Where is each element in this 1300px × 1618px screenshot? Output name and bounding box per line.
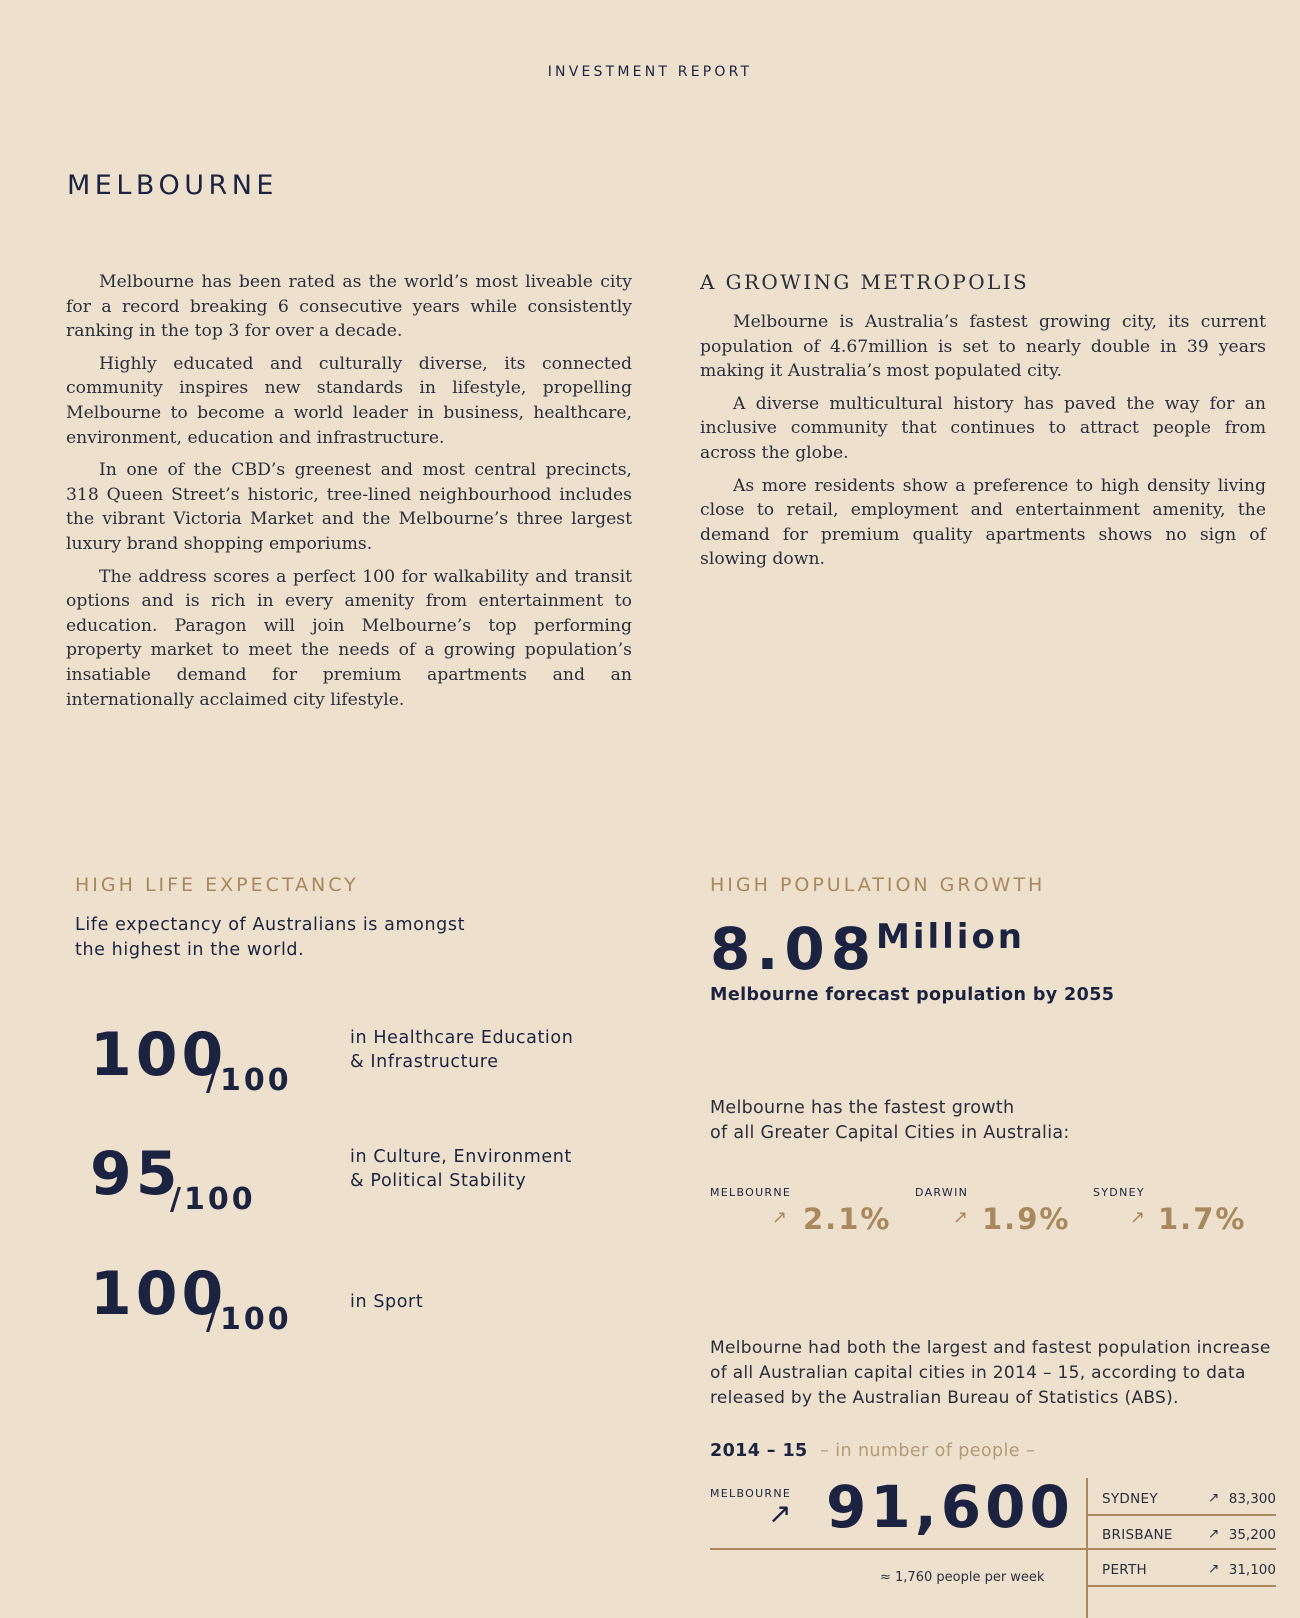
right-paragraph-2: A diverse multicultural history has paved the way for an inclusive community that continues to attract people from across the globe. xyxy=(700,393,1266,463)
abs-line-1: Melbourne had both the largest and fastest population increase xyxy=(710,1338,1271,1358)
city-label: DARWIN xyxy=(915,1186,969,1199)
divider xyxy=(1086,1514,1276,1516)
table-city: PERTH xyxy=(1102,1562,1147,1578)
year-label xyxy=(710,1441,1035,1461)
table-value: 83,300 xyxy=(1228,1491,1276,1507)
arrow-up-icon: ↗ xyxy=(1208,1526,1220,1542)
forecast-unit: Million xyxy=(876,917,1026,957)
arrow-up-icon: ↗ xyxy=(1208,1561,1220,1577)
table-city: SYDNEY xyxy=(1102,1491,1158,1507)
left-paragraph-3: In one of the CBD’s greenest and most central precincts, 318 Queen Street’s historic, tree-lined neighbourhood includes the vibrant Victoria Market and the Melbourne’s three largest luxury brand shopping emporiums. xyxy=(66,460,632,554)
score-desc-line-1: in Culture, Environment xyxy=(350,1147,572,1167)
score-value: 100 xyxy=(90,1259,228,1329)
growth-percent: 2.1% xyxy=(803,1202,892,1236)
right-paragraph-1: Melbourne is Australia’s fastest growing city, its current population of 4.67million is set to nearly double in 39 years making it Australia’s most populated city. xyxy=(700,312,1266,382)
score-desc-line-1: in Sport xyxy=(350,1292,424,1312)
growth-percent: 1.7% xyxy=(1158,1202,1247,1236)
metropolis-heading: A GROWING METROPOLIS xyxy=(700,270,1030,294)
divider xyxy=(710,1548,1090,1550)
forecast-caption: Melbourne forecast population by 2055 xyxy=(710,985,1115,1005)
score-value: 100 xyxy=(90,1020,228,1090)
population-growth-heading: HIGH POPULATION GROWTH xyxy=(710,874,1046,896)
score-desc-line-1: in Healthcare Education xyxy=(350,1028,574,1048)
right-paragraph-3: As more residents show a preference to high density living close to retail, employment and entertainment amenity, the demand for premium quality apartments shows no sign of slowing down. xyxy=(700,475,1266,570)
report-header: INVESTMENT REPORT xyxy=(547,64,753,80)
score-out-of: /100 xyxy=(170,1182,256,1217)
life-intro-line-2: the highest in the world. xyxy=(75,940,305,960)
arrow-up-icon: ↗ xyxy=(953,1207,969,1228)
abs-line-3: released by the Australian Bureau of Statistics (ABS). xyxy=(710,1388,1179,1408)
forecast-value: 8.08 xyxy=(710,915,878,983)
weekly-note: ≈ 1,760 people per week xyxy=(880,1570,1045,1585)
score-desc-line-2: & Political Stability xyxy=(350,1171,527,1191)
divider xyxy=(1086,1548,1276,1550)
table-value: 35,200 xyxy=(1228,1527,1276,1543)
melbourne-label: MELBOURNE xyxy=(710,1487,792,1500)
right-column xyxy=(700,310,1266,580)
arrow-up-icon: ↗ xyxy=(772,1207,788,1228)
life-intro-line-1: Life expectancy of Australians is amongst xyxy=(75,915,466,935)
table-value: 31,100 xyxy=(1228,1562,1276,1578)
abs-line-2: of all Australian capital cities in 2014 – 15, according to data xyxy=(710,1363,1246,1383)
left-paragraph-4: The address scores a perfect 100 for walkability and transit options and is rich in every amenity from entertainment to education. Paragon will join Melbourne’s top performing property market to meet the needs of a growing population’s insatiable demand for premium apartments and an internationally acclaimed city lifestyle. xyxy=(66,566,632,710)
score-desc-line-2: & Infrastructure xyxy=(350,1052,499,1072)
left-paragraph-1: Melbourne has been rated as the world’s most liveable city for a record breaking 6 consecutive years while consistently ranking in the top 3 for over a decade. xyxy=(66,272,632,342)
year-value: 2014 – 15 xyxy=(710,1441,808,1461)
table-city: BRISBANE xyxy=(1102,1527,1173,1543)
year-note: – in number of people – xyxy=(820,1441,1036,1461)
city-label: SYDNEY xyxy=(1093,1186,1145,1199)
life-expectancy-heading: HIGH LIFE EXPECTANCY xyxy=(75,874,359,896)
city-label: MELBOURNE xyxy=(710,1186,792,1199)
page-title: MELBOURNE xyxy=(67,170,278,201)
arrow-up-icon: ↗ xyxy=(1130,1207,1146,1228)
left-column xyxy=(66,270,632,720)
melbourne-increase-value: 91,600 xyxy=(826,1473,1074,1541)
left-paragraph-2: Highly educated and culturally diverse, its connected community inspires new standards in lifestyle, propelling Melbourne to become a world leader in business, healthcare, environment, education and infrastructure. xyxy=(66,353,632,448)
arrow-up-icon: ↗ xyxy=(1208,1490,1220,1506)
score-out-of: /100 xyxy=(206,1063,292,1098)
fastest-line-1: Melbourne has the fastest growth xyxy=(710,1098,1015,1118)
divider xyxy=(1086,1585,1276,1587)
growth-percent: 1.9% xyxy=(982,1202,1071,1236)
fastest-line-2: of all Greater Capital Cities in Australia: xyxy=(710,1123,1070,1143)
score-value: 95 xyxy=(90,1139,182,1209)
arrow-up-icon: ↗ xyxy=(768,1497,792,1530)
score-out-of: /100 xyxy=(206,1302,292,1337)
